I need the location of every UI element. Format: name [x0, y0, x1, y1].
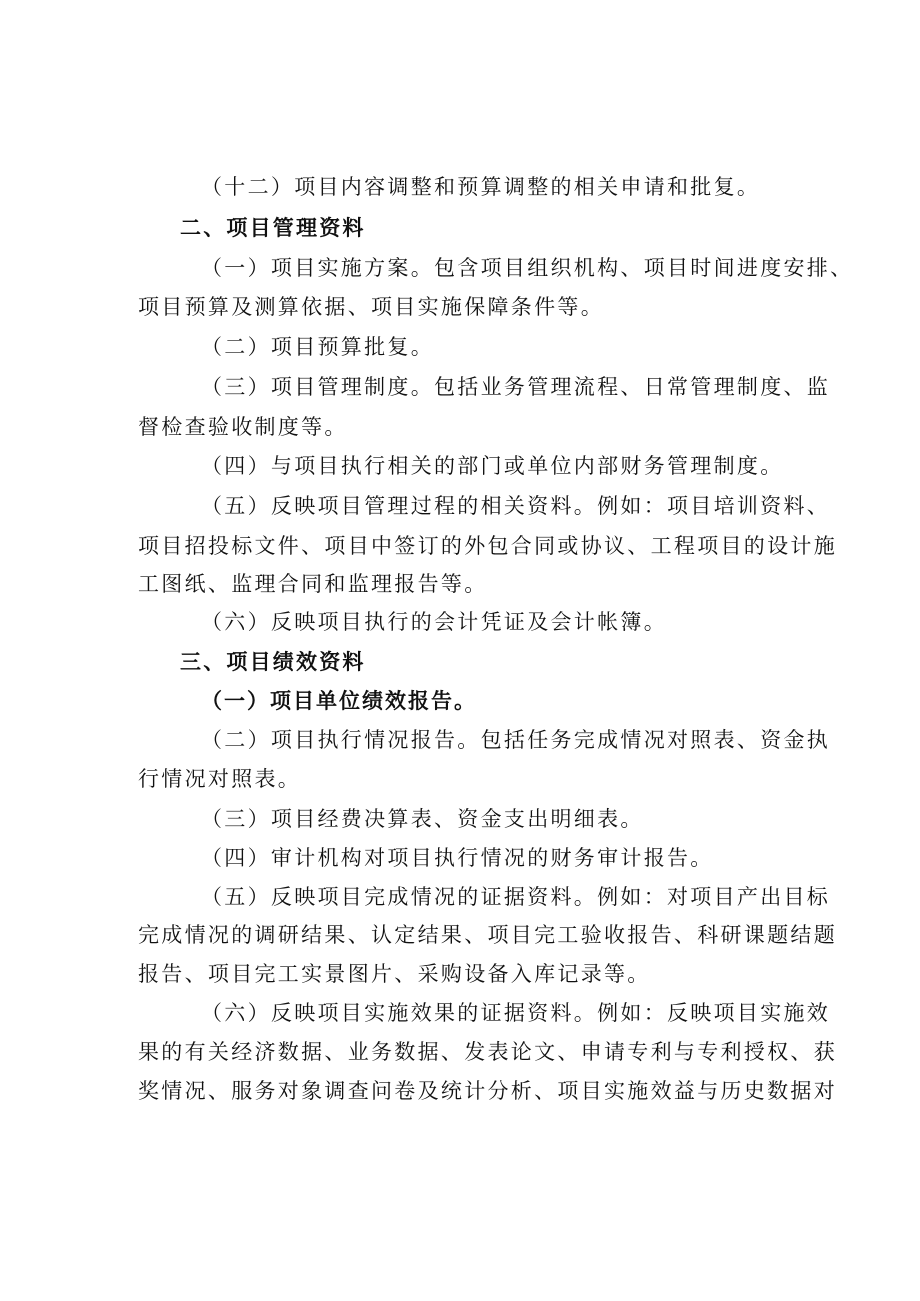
paragraph-line: （四）审计机构对项目执行情况的财务审计报告。	[201, 846, 714, 870]
paragraph-line: （二）项目执行情况报告。包括任务完成情况对照表、资金执	[201, 728, 831, 752]
paragraph-line: （四）与项目执行相关的部门或单位内部财务管理制度。	[201, 454, 784, 478]
paragraph-line: （一）项目实施方案。包含项目组织机构、项目时间进度安排、	[201, 256, 854, 280]
paragraph-line: 工图纸、监理合同和监理报告等。	[138, 572, 488, 596]
paragraph-line: （六）反映项目执行的会计凭证及会计帐簿。	[201, 610, 667, 634]
paragraph-line: （二）项目预算批复。	[201, 335, 434, 359]
paragraph-line: 奖情况、服务对象调查问卷及统计分析、项目实施效益与历史数据对	[138, 1079, 837, 1103]
paragraph-line: 完成情况的调研结果、认定结果、项目完工验收报告、科研课题结题	[138, 923, 837, 947]
section-heading: 三、项目绩效资料	[180, 650, 366, 674]
section-heading: 二、项目管理资料	[180, 216, 366, 240]
paragraph-line: （五）反映项目管理过程的相关资料。例如：项目培训资料、	[201, 494, 831, 518]
paragraph-line: （十二）项目内容调整和预算调整的相关申请和批复。	[201, 175, 761, 199]
bold-item-line: （一）项目单位绩效报告。	[201, 689, 477, 713]
paragraph-line: 项目招投标文件、项目中签订的外包合同或协议、工程项目的设计施	[138, 534, 837, 558]
paragraph-line: 果的有关经济数据、业务数据、发表论文、申请专利与专利授权、获	[138, 1040, 837, 1064]
paragraph-line: （六）反映项目实施效果的证据资料。例如：反映项目实施效	[201, 1001, 831, 1025]
paragraph-line: 行情况对照表。	[138, 767, 302, 791]
paragraph-line: （三）项目管理制度。包括业务管理流程、日常管理制度、监	[201, 375, 831, 399]
paragraph-line: （三）项目经费决算表、资金支出明细表。	[201, 807, 644, 831]
paragraph-line: （五）反映项目完成情况的证据资料。例如：对项目产出目标	[201, 885, 831, 909]
paragraph-line: 项目预算及测算依据、项目实施保障条件等。	[138, 295, 604, 319]
paragraph-line: 督检查验收制度等。	[138, 415, 348, 439]
paragraph-line: 报告、项目完工实景图片、采购设备入库记录等。	[138, 962, 651, 986]
